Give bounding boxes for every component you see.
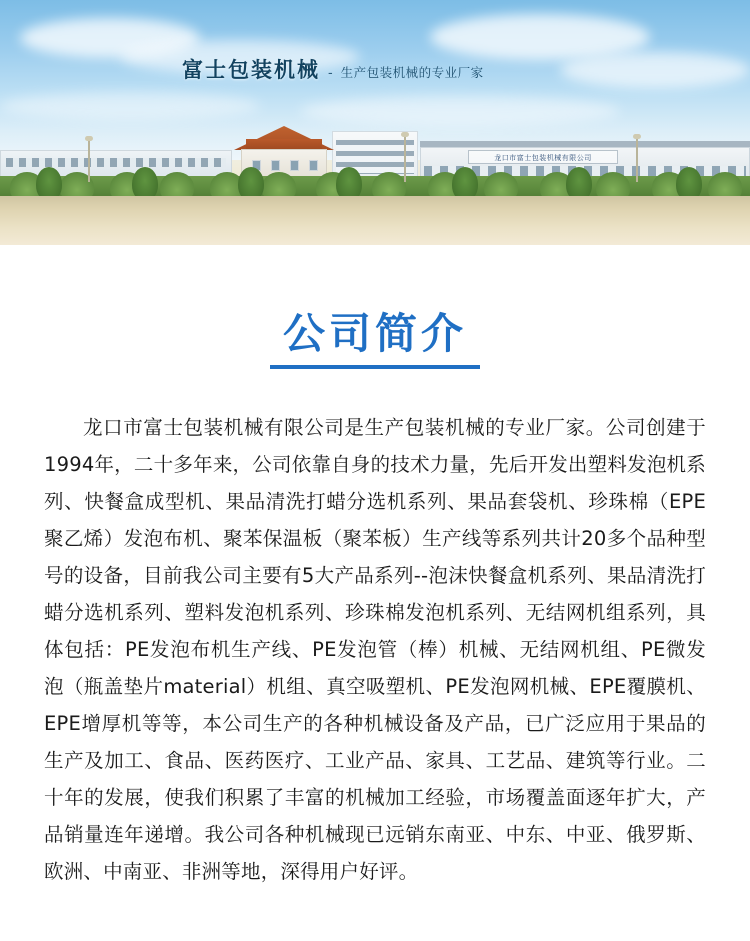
window-strip-left (6, 158, 226, 167)
page-banner (0, 0, 750, 245)
street-lamp (636, 138, 638, 182)
villa-window (290, 160, 299, 171)
street-lamp (88, 140, 90, 182)
company-profile-text: 龙口市富士包装机械有限公司是生产包装机械的专业厂家。公司创建于1994年，二十多年来，公司依靠自身的技术力量，先后开发出塑料发泡机系列、快餐盒成型机、果品清洗打蜡分选机系列、果品套袋机、珍珠棉（EPE聚乙烯）发泡布机、聚苯保温板（聚苯板）生产线等系列共计20多个品种型号的设备，目前我公司主要有5大产品系列--泡沫快餐盒机系列、果品清洗打蜡分选机系列、塑料发泡机系列、珍珠棉发泡机系列、无结网机组系列，具体包括：PE发泡布机生产线、PE发泡管（棒）机械、无结网机组、PE微发泡（瓶盖垫片material）机组、真空吸塑机、PE发泡网机械、EPE覆膜机、EPE增厚机等等，本公司生产的各种机械设备及产品，已广泛应用于果品的生产及加工、食品、医药医疗、工业产品、家具、工艺品、建筑等行业。二十年的发展，使我们积累了丰富的机械加工经验，市场覆盖面逐年扩大，产品销量连年递增。我公司各种机械现已远销东南亚、中东、中亚、俄罗斯、欧洲、中南亚、非洲等地，深得用户好评。 (44, 416, 706, 883)
cloud-decoration (0, 92, 260, 120)
section-title: 公司简介 (283, 301, 467, 369)
content-area (0, 245, 750, 890)
company-slogan: 生产包装机械的专业厂家 (340, 65, 484, 80)
banner-title (182, 54, 484, 84)
title-dash: - (328, 64, 333, 80)
section-heading-wrap (0, 245, 750, 375)
company-signboard: 龙口市富士包装机械有限公司 (468, 150, 618, 164)
cloud-decoration (300, 96, 620, 126)
cloud-decoration (560, 52, 750, 88)
ground-road (0, 196, 750, 245)
street-lamp (404, 136, 406, 182)
company-brand-name: 富士包装机械 (182, 58, 320, 82)
villa-window (271, 160, 280, 171)
villa-window (309, 160, 318, 171)
